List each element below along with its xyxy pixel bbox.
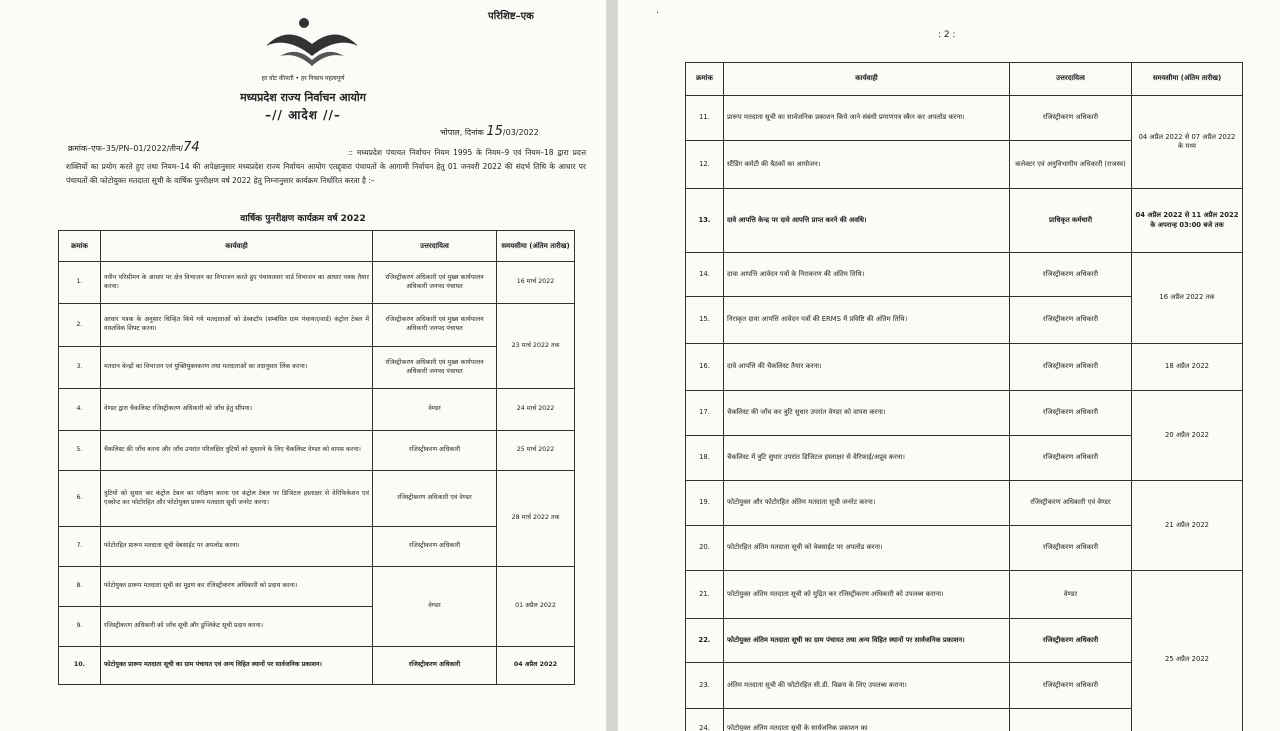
table-row bbox=[686, 96, 1243, 141]
row-responsible: रजिस्ट्रीकरण अधिकारी bbox=[373, 527, 497, 567]
row-action: फोटोयुक्त और फोटोरहित अंतिम मतदाता सूची जनरेट करना। bbox=[724, 481, 1010, 526]
row-deadline: 24 मार्च 2022 bbox=[497, 389, 575, 431]
row-responsible: रजिस्ट्रीकरण अधिकारी bbox=[1010, 526, 1132, 571]
ref-prefix: क्रमांक–एफ–35/PN–01/2022/तीन/ bbox=[68, 144, 184, 153]
place-date bbox=[440, 124, 539, 139]
row-action: फोटोयुक्त प्रारूप मतदाता सूची का मुद्रण कर रजिस्ट्रीकरण अधिकारी को प्रदाय करना। bbox=[101, 567, 373, 607]
row-action: चैकलिस्ट की जाँच करना और जाँच उपरांत परिलक्षित त्रुटियों को सुधारने के लिए चैकलिस्ट वेण्डर को वापस करना। bbox=[101, 431, 373, 471]
table-header-row bbox=[59, 231, 575, 262]
page-number: : 2 : bbox=[938, 30, 956, 40]
header-responsible: उत्तरदायित्व bbox=[373, 231, 497, 262]
table-header-row bbox=[686, 63, 1243, 96]
row-responsible: रजिस्ट्रीकरण अधिकारी एवं मुख्य कार्यपालन अधिकारी जनपद पंचायत bbox=[373, 304, 497, 347]
row-sno: 19. bbox=[686, 481, 724, 526]
row-responsible: रजिस्ट्रीकरण अधिकारी bbox=[1010, 253, 1132, 297]
row-sno: 16. bbox=[686, 344, 724, 391]
row-deadline: 04 अप्रैल 2022 से 07 अप्रैल 2022 के मध्य bbox=[1132, 96, 1243, 189]
ref-handwritten: 74 bbox=[183, 140, 200, 155]
row-responsible: रजिस्ट्रीकरण अधिकारी एवं वेण्डर bbox=[373, 471, 497, 527]
header-action: कार्यवाही bbox=[101, 231, 373, 262]
place-prefix: भोपाल, दिनांक bbox=[440, 128, 484, 137]
row-deadline: 01 अप्रैल 2022 bbox=[497, 567, 575, 647]
row-deadline: 21 अप्रैल 2022 bbox=[1132, 481, 1243, 571]
row-sno: 10. bbox=[59, 647, 101, 685]
header-responsible: उत्तरदायित्व bbox=[1010, 63, 1132, 96]
row-action: फोटोरहित प्रारूप मतदाता सूची वेबसाईट पर अपलोड करना। bbox=[101, 527, 373, 567]
row-action: अंतिम मतदाता सूची की फोटोरहित सी.डी. विक्रय के लिए उपलब्ध कराना। bbox=[724, 663, 1010, 709]
table-row bbox=[59, 304, 575, 347]
row-responsible: रजिस्ट्रीकरण अधिकारी एवं वेण्डर bbox=[1010, 481, 1132, 526]
row-sno: 6. bbox=[59, 471, 101, 527]
page-gutter bbox=[606, 0, 618, 731]
row-sno: 4. bbox=[59, 389, 101, 431]
row-deadline: 25 अप्रैल 2022 bbox=[1132, 571, 1243, 731]
row-action: दावा आपत्ति आवेदन पत्रों के निराकरण की अंतिम तिथि। bbox=[724, 253, 1010, 297]
annex-label: परिशिष्ट–एक bbox=[488, 11, 534, 22]
row-action: आधार पत्रक के अनुसार चिन्हित किये गये मतदाताओं को डेस्कटॉप (सम्बंधित ग्राम पंचायत/वार्ड) कंट्रोल टेबल में वास्तविक शिफ्ट करना। bbox=[101, 304, 373, 347]
row-action: रजिस्ट्रीकरण अधिकारी को जाँच सूची और डुप्लिकेट सूची प्रदान करना। bbox=[101, 607, 373, 647]
row-sno: 18. bbox=[686, 436, 724, 481]
table-row bbox=[686, 189, 1243, 253]
row-responsible: वेण्डर bbox=[373, 567, 497, 647]
row-sno: 5. bbox=[59, 431, 101, 471]
row-sno: 8. bbox=[59, 567, 101, 607]
table-row bbox=[59, 567, 575, 607]
row-deadline: 16 अप्रैल 2022 तक bbox=[1132, 253, 1243, 344]
table-row bbox=[59, 389, 575, 431]
row-responsible: रजिस्ट्रीकरण अधिकारी bbox=[1010, 391, 1132, 436]
row-sno: 9. bbox=[59, 607, 101, 647]
row-sno: 24. bbox=[686, 709, 724, 731]
row-deadline: 04 अप्रैल 2022 bbox=[497, 647, 575, 685]
row-action: नवीन परिसीमन के आधार पर क्षेत्र विभाजन का विभाजन करते हुए पंचायतवार वार्ड विभाजन का आधार पत्रक तैयार करना। bbox=[101, 262, 373, 304]
schedule-table-1 bbox=[58, 230, 575, 685]
row-responsible: रजिस्ट्रीकरण अधिकारी bbox=[1010, 619, 1132, 663]
table-row bbox=[686, 571, 1243, 619]
scan-mark: · bbox=[656, 8, 660, 19]
order-heading: –// आदेश //– bbox=[265, 108, 341, 122]
table-row bbox=[686, 481, 1243, 526]
table-row bbox=[686, 391, 1243, 436]
table-row bbox=[686, 253, 1243, 297]
row-action: फोटोयुक्त प्रारूप मतदाता सूची का ग्राम पंचायत एवं अन्य विहित स्थानों पर सार्वजनिक प्रकाशन। bbox=[101, 647, 373, 685]
row-deadline: 04 अप्रैल 2022 से 11 अप्रैल 2022 के अपरान्ह 03:00 बजे तक bbox=[1132, 189, 1243, 253]
row-sno: 7. bbox=[59, 527, 101, 567]
row-deadline: 25 मार्च 2022 bbox=[497, 431, 575, 471]
date-handwritten: 15 bbox=[486, 124, 503, 139]
document-page-1 bbox=[0, 0, 606, 731]
row-action: चैकलिस्ट में त्रुटि सुधार उपरांत डिजिटल हस्ताक्षर से वेरिफाई/अप्रूव करना। bbox=[724, 436, 1010, 481]
row-responsible: रजिस्ट्रीकरण अधिकारी bbox=[373, 431, 497, 471]
row-sno: 1. bbox=[59, 262, 101, 304]
row-responsible: वेण्डर bbox=[1010, 571, 1132, 619]
table-row bbox=[59, 647, 575, 685]
commission-name: मध्यप्रदेश राज्य निर्वाचन आयोग bbox=[240, 91, 366, 104]
date-rest: /03/2022 bbox=[502, 128, 539, 137]
row-responsible bbox=[1010, 709, 1132, 731]
row-sno: 15. bbox=[686, 297, 724, 344]
table-row bbox=[59, 471, 575, 527]
row-sno: 20. bbox=[686, 526, 724, 571]
row-responsible: रजिस्ट्रीकरण अधिकारी bbox=[1010, 663, 1132, 709]
row-action: स्टैंडिंग कमेटी की बैठकों का आयोजन। bbox=[724, 141, 1010, 189]
row-sno: 2. bbox=[59, 304, 101, 347]
row-responsible: रजिस्ट्रीकरण अधिकारी bbox=[373, 647, 497, 685]
table-row bbox=[59, 262, 575, 304]
row-action: फोटोयुक्त अंतिम मतदाता सूची के सार्वजनिक प्रकाशन का bbox=[724, 709, 1010, 731]
row-responsible: रजिस्ट्रीकरण अधिकारी bbox=[1010, 344, 1132, 391]
document-page-2 bbox=[618, 0, 1280, 731]
row-action: दावे आपत्ति केन्द्र पर दावे आपत्ति प्राप्त करने की अवधि। bbox=[724, 189, 1010, 253]
row-responsible: रजिस्ट्रीकरण अधिकारी bbox=[1010, 436, 1132, 481]
election-commission-logo bbox=[262, 16, 362, 68]
header-deadline: समयसीमा (अंतिम तारीख) bbox=[497, 231, 575, 262]
header-sno: क्रमांक bbox=[59, 231, 101, 262]
row-deadline: 23 मार्च 2022 तक bbox=[497, 304, 575, 389]
row-responsible: कलेक्टर एवं अनुविभागीय अधिकारी (राजस्व) bbox=[1010, 141, 1132, 189]
table-row bbox=[686, 344, 1243, 391]
header-sno: क्रमांक bbox=[686, 63, 724, 96]
row-sno: 12. bbox=[686, 141, 724, 189]
row-action: फोटोयुक्त अंतिम मतदाता सूची को मुद्रित कर रजिस्ट्रीकरण अधिकारी को उपलब्ध कराना। bbox=[724, 571, 1010, 619]
row-responsible: वेण्डर bbox=[373, 389, 497, 431]
header-action: कार्यवाही bbox=[724, 63, 1010, 96]
row-sno: 17. bbox=[686, 391, 724, 436]
row-responsible: प्राधिकृत कर्मचारी bbox=[1010, 189, 1132, 253]
row-action: प्रारूप मतदाता सूची का सार्वजनिक प्रकाशन किये जाने संबंधी प्रमाणपत्र स्कैन कर अपलोड करना। bbox=[724, 96, 1010, 141]
row-action: निराकृत दावा आपत्ति आवेदन पत्रों की ERMS में प्रविष्टि की अंतिम तिथि। bbox=[724, 297, 1010, 344]
row-sno: 11. bbox=[686, 96, 724, 141]
row-sno: 22. bbox=[686, 619, 724, 663]
row-deadline: 16 मार्च 2022 bbox=[497, 262, 575, 304]
tagline: हर वोट कीमती • हर निकाय महत्वपूर्ण bbox=[261, 75, 345, 82]
intro-paragraph: :: मध्यप्रदेश पंचायत निर्वाचन नियम 1995 के नियम–9 एवं नियम–18 द्वारा प्रदत्त शक्तियों का प्रयोग करते हुए तथा नियम–14 की अपेक्षानुसार मध्यप्रदेश राज्य निर्वाचन आयोग एतद्द्वारा पंचायतों के आगामी निर्वाचन हेतु 01 जनवरी 2022 की संदर्भ तिथि के आधार पर पंचायतों की फोटोयुक्त मतदाता सूची के वार्षिक पुनरीक्षण वर्ष 2022 हेतु निम्नानुसार कार्यक्रम निर्धारित करता है :– bbox=[66, 148, 586, 185]
row-action: त्रुटियों को सुधार कर कंट्रोल टेबल का परीक्षण करना एवं कंट्रोल टेबल पर डिजिटल हस्ताक्षर से वेरिफिकेशन एवं एक्सेप्ट कर फोटोरहित और फोटोयुक्त प्रारूप मतदाता सूची जनरेट करना। bbox=[101, 471, 373, 527]
row-action: मतदान केन्द्रों का विभाजन एवं युक्तियुक्तकरण तथा मतदाताओं का तदानुसार लिंक करना। bbox=[101, 347, 373, 389]
row-action: फोटोयुक्त अंतिम मतदाता सूची का ग्राम पंचायत तथा अन्य विहित स्थानों पर सार्वजनिक प्रकाशन। bbox=[724, 619, 1010, 663]
row-deadline: 20 अप्रैल 2022 bbox=[1132, 391, 1243, 481]
row-deadline: 18 अप्रैल 2022 bbox=[1132, 344, 1243, 391]
schedule-title: वार्षिक पुनरीक्षण कार्यक्रम वर्ष 2022 bbox=[240, 214, 366, 224]
header-deadline: समयसीमा (अंतिम तारीख) bbox=[1132, 63, 1243, 96]
row-action: चैकलिस्ट की जाँच कर त्रुटि सुधार उपरांत वेण्डर को वापस करना। bbox=[724, 391, 1010, 436]
row-responsible: रजिस्ट्रीकरण अधिकारी एवं मुख्य कार्यपालन अधिकारी जनपद पंचायत bbox=[373, 262, 497, 304]
row-sno: 23. bbox=[686, 663, 724, 709]
row-responsible: रजिस्ट्रीकरण अधिकारी bbox=[1010, 96, 1132, 141]
schedule-table-2 bbox=[685, 62, 1243, 731]
row-action: फोटोरहित अंतिम मतदाता सूची को वेबसाईट पर अपलोड करना। bbox=[724, 526, 1010, 571]
row-responsible: रजिस्ट्रीकरण अधिकारी एवं मुख्य कार्यपालन अधिकारी जनपद पंचायत bbox=[373, 347, 497, 389]
table-row bbox=[59, 431, 575, 471]
row-action: दावे आपत्ति की चैकलिस्ट तैयार करना। bbox=[724, 344, 1010, 391]
row-sno: 3. bbox=[59, 347, 101, 389]
row-responsible: रजिस्ट्रीकरण अधिकारी bbox=[1010, 297, 1132, 344]
row-sno: 14. bbox=[686, 253, 724, 297]
row-action: वेण्डर द्वारा चैकलिस्ट रजिस्ट्रीकरण अधिकारी को जाँच हेतु सौंपना। bbox=[101, 389, 373, 431]
row-sno: 21. bbox=[686, 571, 724, 619]
row-deadline: 28 मार्च 2022 तक bbox=[497, 471, 575, 567]
row-sno: 13. bbox=[686, 189, 724, 253]
